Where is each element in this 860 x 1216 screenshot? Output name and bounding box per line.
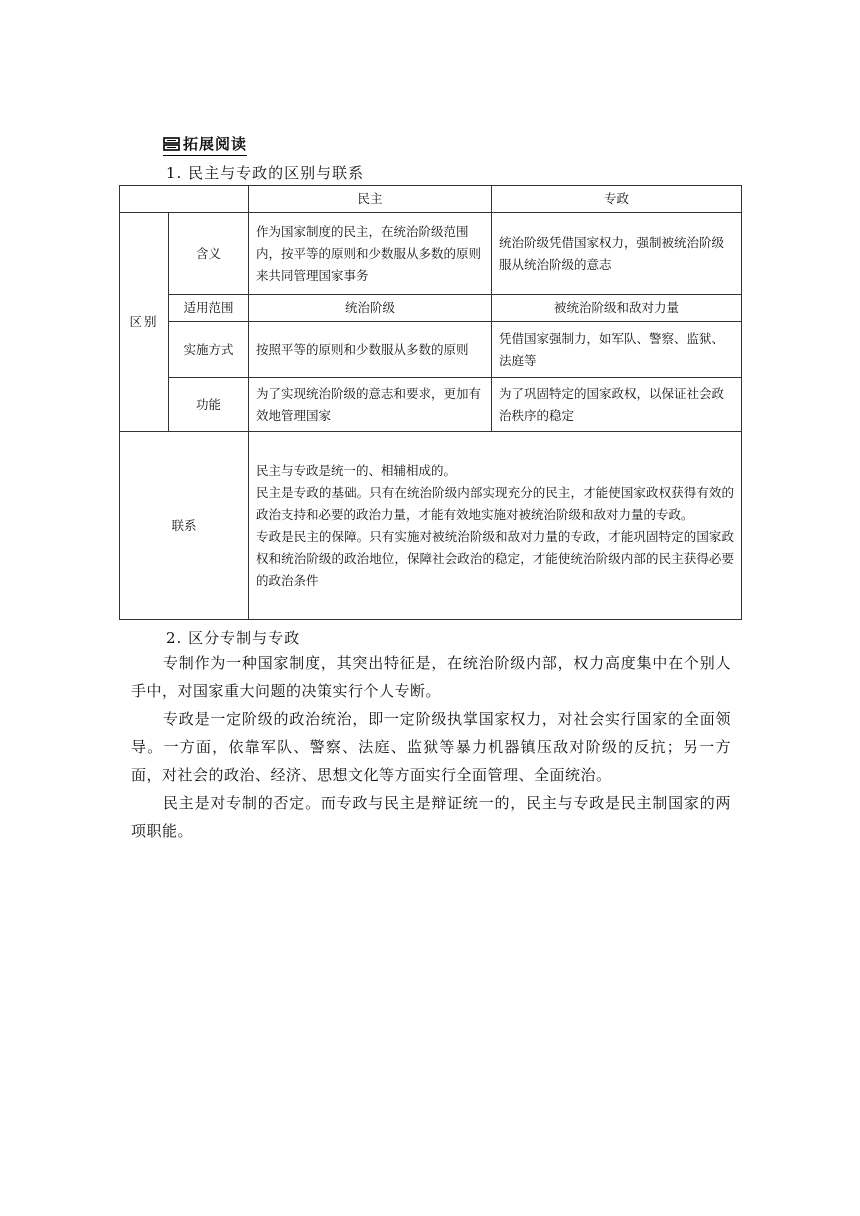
body-paragraph: 专制作为一种国家制度，其突出特征是，在统治阶级内部，权力高度集中在个别人手中，对国家重大问题的决策实行个人专断。 — [131, 654, 731, 700]
cell-democracy: 按照平等的原则和少数服从多数的原则 — [249, 322, 492, 378]
connection-label: 联系 — [120, 432, 249, 620]
table-row — [120, 322, 742, 378]
section1-title: 1. 民主与专政的区别与联系 — [166, 164, 365, 182]
table-row — [120, 295, 742, 322]
section2-title: 2. 区分专制与专政 — [166, 629, 301, 647]
body-paragraph: 民主是对专制的否定。而专政与民主是辩证统一的，民主与专政是民主制国家的两项职能。 — [131, 794, 731, 840]
cell-dictatorship: 为了巩固特定的国家政权，以保证社会政治秩序的稳定 — [492, 378, 742, 432]
cell-democracy: 作为国家制度的民主，在统治阶级范围内，按平等的原则和少数服从多数的原则来共同管理国家事务 — [249, 213, 492, 295]
body-paragraph: 专政是一定阶级的政治统治，即一定阶级执掌国家权力，对社会实行国家的全面领导。一方面，依靠军队、警察、法庭、监狱等暴力机器镇压敌对阶级的反抗；另一方面，对社会的政治、经济、思想文化等方面实行全面管理、全面统治。 — [131, 710, 731, 784]
row-label: 含义 — [169, 213, 249, 295]
header-democracy: 民主 — [249, 186, 492, 213]
header-title: 拓展阅读 — [183, 135, 248, 153]
connection-cell — [249, 432, 742, 620]
cell-dictatorship: 被统治阶级和敌对力量 — [492, 295, 742, 322]
book-icon — [163, 137, 180, 151]
cell-democracy: 统治阶级 — [249, 295, 492, 322]
table-corner-cell — [120, 186, 249, 213]
comparison-table — [119, 185, 742, 620]
table-row-connection — [120, 432, 742, 620]
connection-paragraph: 民主是专政的基础。只有在统治阶级内部实现充分的民主，才能使国家政权获得有效的政治支持和必要的政治力量，才能有效地实施对被统治阶级和敌对力量的专政。 — [256, 484, 734, 522]
row-label: 适用范围 — [169, 295, 249, 322]
row-label: 功能 — [169, 378, 249, 432]
cell-dictatorship: 统治阶级凭借国家权力，强制被统治阶级服从统治阶级的意志 — [492, 213, 742, 295]
connection-paragraph: 专政是民主的保障。只有实施对被统治阶级和敌对力量的专政，才能巩固特定的国家政权和统治阶级的政治地位，保障社会政治的稳定，才能使统治阶级内部的民主获得必要的政治条件 — [256, 528, 734, 588]
cell-democracy: 为了实现统治阶级的意志和要求，更加有效地管理国家 — [249, 378, 492, 432]
section-header — [163, 133, 247, 156]
cell-dictatorship: 凭借国家强制力，如军队、警察、监狱、法庭等 — [492, 322, 742, 378]
table-header-row — [120, 186, 742, 213]
header-dictatorship: 专政 — [492, 186, 742, 213]
table-row — [120, 378, 742, 432]
row-label: 实施方式 — [169, 322, 249, 378]
distinction-label: 区别 — [120, 213, 169, 432]
table-row — [120, 213, 742, 295]
connection-paragraph: 民主与专政是统一的、相辅相成的。 — [256, 462, 457, 478]
